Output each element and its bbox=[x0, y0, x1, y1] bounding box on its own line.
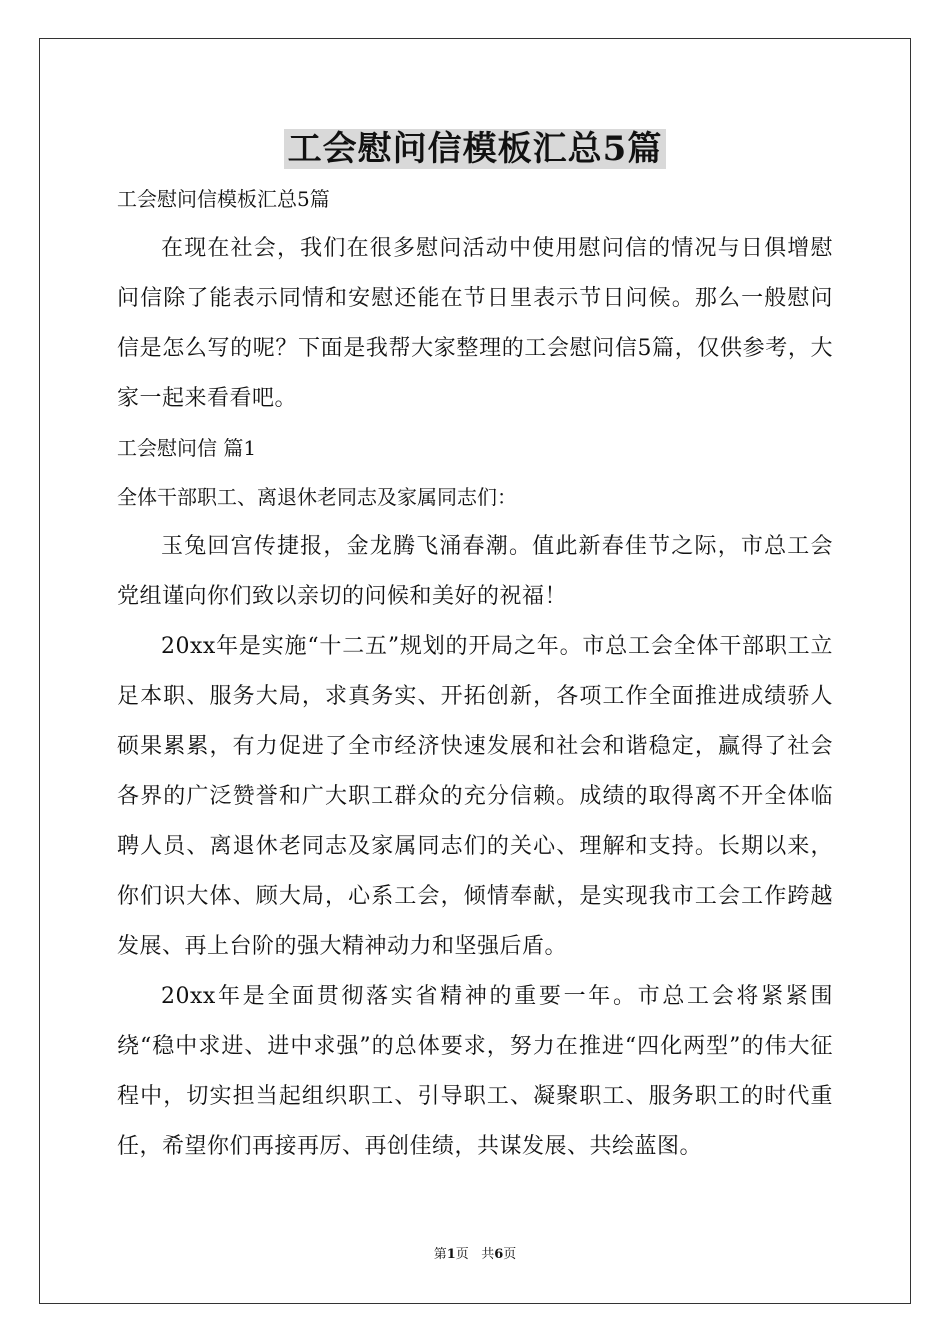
document-title bbox=[0, 125, 950, 173]
body-paragraph-1: 玉兔回宫传捷报，金龙腾飞涌春潮。值此新春佳节之际，市总工会党组谨向你们致以亲切的问候和美好的祝福！ bbox=[117, 534, 833, 609]
page-total-suffix: 页 bbox=[503, 1247, 517, 1262]
page-total-count: 6 bbox=[494, 1247, 504, 1262]
page-number-current: 1 bbox=[446, 1247, 456, 1262]
section-heading: 工会慰问信 篇1 bbox=[117, 436, 257, 460]
body-paragraph-3: 20xx年是全面贯彻落实省精神的重要一年。市总工会将紧紧围绕“稳中求进、进中求强”的总体要求，努力在推进“四化两型”的伟大征程中，切实担当起组织职工、引导职工、凝聚职工、服务职工的时代重任，希望你们再接再厉、再创佳绩，共谋发展、共绘蓝图。 bbox=[117, 984, 833, 1159]
document-subtitle: 工会慰问信模板汇总5篇 bbox=[117, 187, 330, 211]
page-total-prefix: 共 bbox=[481, 1247, 495, 1262]
document-body bbox=[117, 175, 833, 1172]
body-paragraph-2: 20xx年是实施“十二五”规划的开局之年。市总工会全体干部职工立足本职、服务大局，求真务实、开拓创新，各项工作全面推进成绩骄人硕果累累，有力促进了全市经济快速发展和社会和谐稳定，赢得了社会各界的广泛赞誉和广大职工群众的充分信赖。成绩的取得离不开全体临聘人员、离退休老同志及家属同志们的关心、理解和支持。长期以来，你们识大体、顾大局，心系工会，倾情奉献，是实现我市工会工作跨越发展、再上台阶的强大精神动力和坚强后盾。 bbox=[117, 634, 833, 959]
page-number-suffix: 页 bbox=[455, 1247, 469, 1262]
salutation: 全体干部职工、离退休老同志及家属同志们： bbox=[117, 485, 517, 509]
page-number-prefix: 第 bbox=[433, 1247, 447, 1262]
document-title-text: 工会慰问信模板汇总5篇 bbox=[284, 129, 667, 169]
intro-paragraph: 在现在社会，我们在很多慰问活动中使用慰问信的情况与日俱增慰问信除了能表示同情和安慰还能在节日里表示节日问候。那么一般慰问信是怎么写的呢？下面是我帮大家整理的工会慰问信5篇，仅供参考，大家一起来看看吧。 bbox=[117, 236, 833, 411]
page-footer bbox=[0, 1246, 950, 1264]
